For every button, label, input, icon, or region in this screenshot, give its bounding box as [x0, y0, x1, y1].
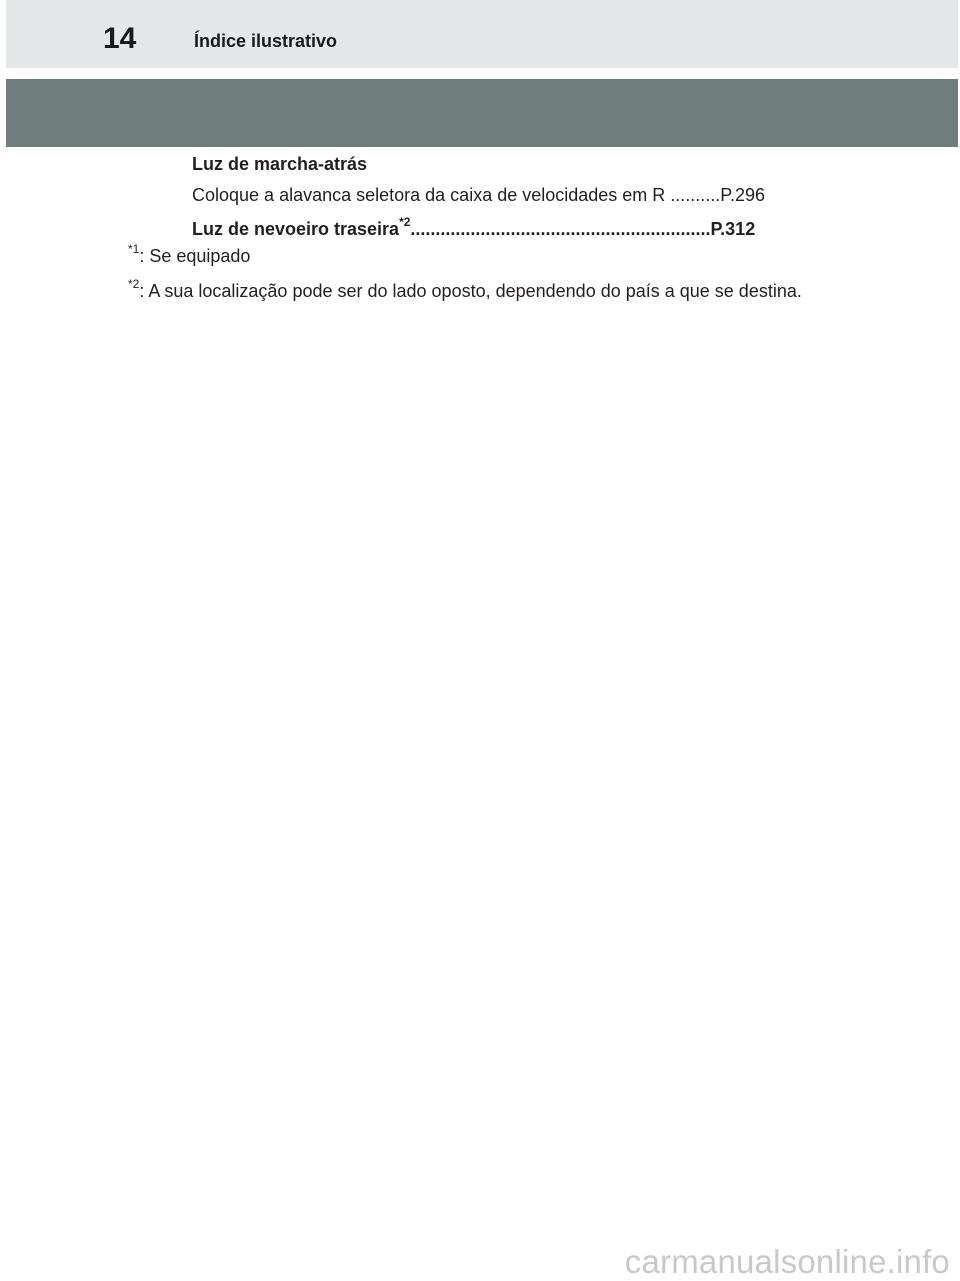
footnote-2-marker: *2 [128, 277, 140, 291]
page-reference: ............................................................P.312 [410, 219, 756, 239]
footnote-2 [128, 277, 802, 302]
entry-title-reverse-light: Luz de marcha-atrás [192, 154, 368, 174]
entry-title-rear-fog-light: Luz de nevoeiro traseira [192, 219, 400, 239]
page-number: 14 [103, 22, 137, 55]
section-title: Índice ilustrativo [194, 31, 338, 51]
header-band [6, 79, 958, 147]
page-header [6, 0, 958, 68]
footnote-1-marker: *1 [128, 242, 140, 256]
watermark: carmanualsonline.info [624, 1243, 950, 1280]
entry-description-reverse-light: Coloque a alavanca seletora da caixa de velocidades em R ..........P.296 [192, 185, 766, 205]
footnote-1-text: : Se equipado [139, 246, 251, 266]
footnote-2-text: : A sua localização pode ser do lado oposto, dependendo do país a que se destina. [139, 281, 802, 301]
entry-rear-fog-light [192, 215, 756, 240]
footnote-1 [128, 242, 251, 267]
footnote-marker-2: *2 [399, 215, 411, 229]
